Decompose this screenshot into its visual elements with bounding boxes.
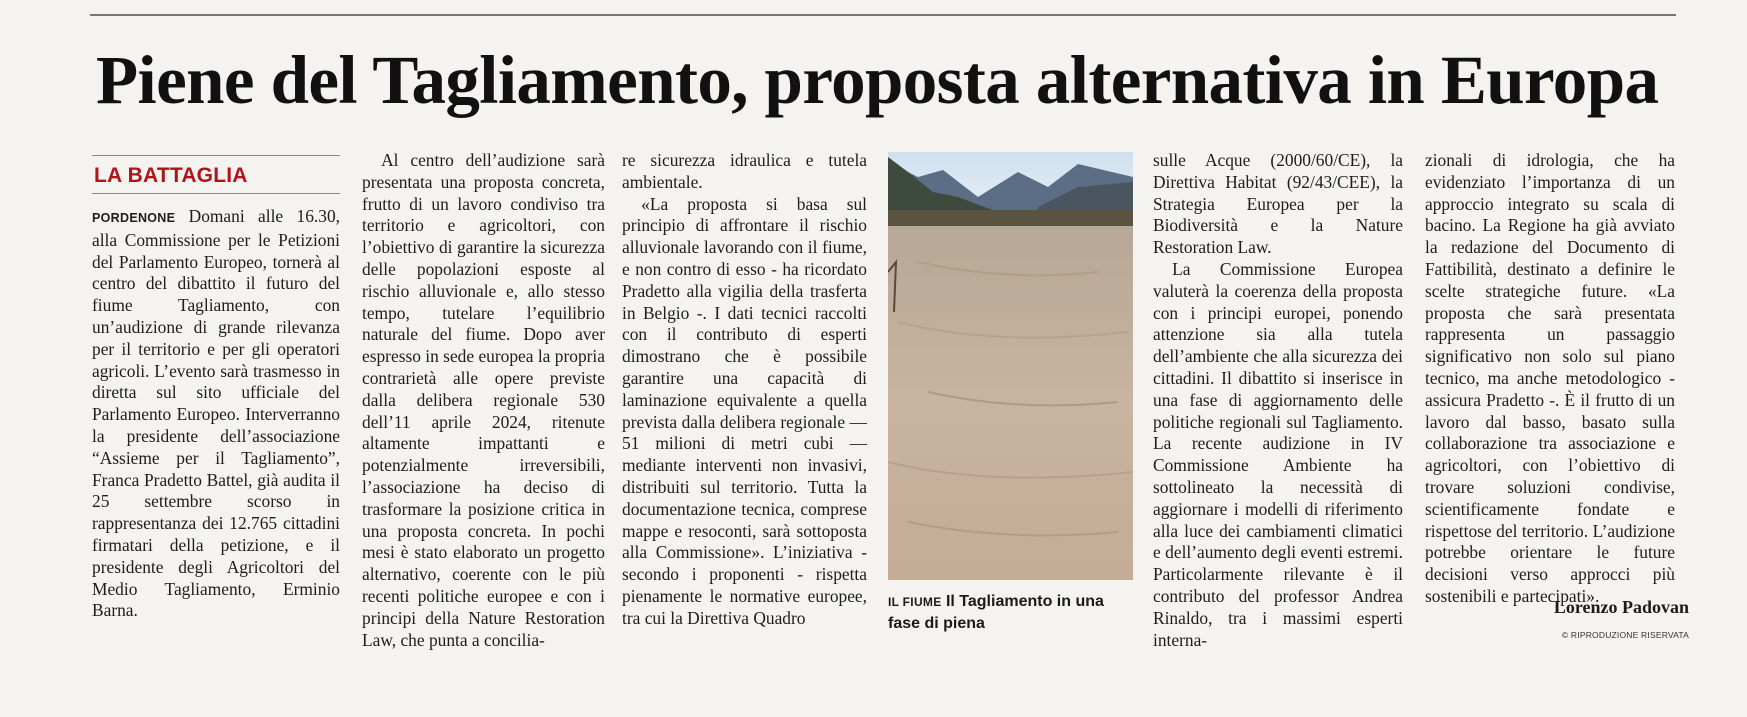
caption-label: IL FIUME <box>888 595 942 609</box>
paragraph: zionali di idrologia, che ha evidenziato l’importanza di un approccio integrato su scala di bacino. La Regione ha già avviato la redazione del Documento di Fattibilità, destinato a definire le scelte strategiche future. «La proposta che sarà presentata rappresenta un passaggio significativo non solo sul piano tecnico, ma anche metodologico - assicura Pradetto -. È il frutto di un lavoro dal basso, basato sulla collaborazione tra associazione e agricoltori, con l’obiettivo di trovare soluzioni condivise, scientificamente fondate e rispettose del territorio. L’audizione potrebbe orientare le future decisioni verso approcci più sostenibili e partecipati». <box>1425 150 1675 606</box>
lead-text: Domani alle 16.30, alla Commissione per le Petizioni del Parlamento Europeo, tornerà al centro del dibattito il futuro del fiume Tagliamento, con un’audizione di grande rilevanza per il territorio e per gli operatori agricoli. L’evento sarà trasmesso in diretta sul sito ufficiale del Parlamento Europeo. Interverranno la presidente dell’associazione “Assieme per il Tagliamento”, Franca Pradetto Battel, già audita il 25 settembre scorso in rappresentanza dei 12.765 cittadini firmatari della petizione, e il presidente degli Agricoltori del Medio Tagliamento, Erminio Barna. <box>92 206 340 621</box>
paragraph: sulle Acque (2000/60/CE), la Direttiva Habitat (92/43/CEE), la Strategia Europea per la Biodiversità e la Nature Restoration Law. <box>1153 150 1403 258</box>
kicker-rule-bottom <box>92 193 340 194</box>
column-5 <box>1153 150 1403 651</box>
column-6 <box>1425 150 1675 608</box>
kicker: LA BATTAGLIA <box>94 164 248 187</box>
river-photo <box>888 152 1133 580</box>
column-3 <box>622 150 867 630</box>
copyright-notice: © RIPRODUZIONE RISERVATA <box>1561 630 1689 640</box>
photo-caption <box>888 591 1140 635</box>
byline: Lorenzo Padovan <box>1553 597 1689 617</box>
dateline: PORDENONE <box>92 211 176 225</box>
top-rule <box>90 14 1676 16</box>
column-2 <box>362 150 605 651</box>
lead-paragraph <box>92 206 340 622</box>
paragraph: Al centro dell’audizione sarà presentata una proposta concreta, frutto di un lavoro condiviso tra territorio e agricoltori, con l’obiettivo di garantire la sicurezza delle popolazioni esposte al rischio alluvionale e, allo stesso tempo, tutelare l’equilibrio naturale del fiume. Dopo aver espresso in sede europea la propria contrarietà alle opere previste dalla delibera regionale 530 dell’11 aprile 2024, ritenute altamente impattanti e potenzialmente irreversibili, l’associazione ha deciso di trasformare la posizione critica in una proposta concreta. In pochi mesi è stato elaborato un progetto alternativo, coerente con le più recenti politiche europee e con i principi della Nature Restoration Law, che punta a concilia- <box>362 150 605 650</box>
paragraph: La Commissione Europea valuterà la coerenza della proposta con i principi europei, ponendo attenzione sia alla tutela dell’ambiente che alla sicurezza dei cittadini. Il dibattito si inserisce in una fase di aggiornamento delle politiche regionali sul Tagliamento. La recente audizione in IV Commissione Ambiente ha sottolineato la necessità di aggiornare i modelli di riferimento alla luce dei cambiamenti climatici e dell’aumento degli eventi estremi. Particolarmente rilevante è il contributo del professor Andrea Rinaldo, tra i massimi esperti interna- <box>1153 258 1403 650</box>
paragraph: «La proposta si basa sul principio di affrontare il rischio alluvionale lavorando con il fiume, e non contro di esso - ha ricordato Pradetto alla vigilia della trasferta in Belgio -. I dati tecnici raccolti con il contributo di esperti dimostrano che è possibile garantire una capacità di laminazione equivalente a quella prevista dalla delibera regionale — 51 milioni di metri cubi — mediante interventi non invasivi, distribuiti sul territorio. Tutta la documentazione tecnica, comprese mappe e resoconti, sarà sottoposta alla Commissione». L’iniziativa - secondo i proponenti - rispetta pienamente le normative europee, tra cui la Direttiva Quadro <box>622 193 867 628</box>
headline: Piene del Tagliamento, proposta alternativa in Europa <box>96 42 1659 118</box>
paragraph: re sicurezza idraulica e tutela ambientale. <box>622 150 867 192</box>
column-1 <box>92 206 340 622</box>
kicker-rule-top <box>92 155 340 156</box>
caption-text: Il Tagliamento in una fase di piena <box>888 593 1104 632</box>
